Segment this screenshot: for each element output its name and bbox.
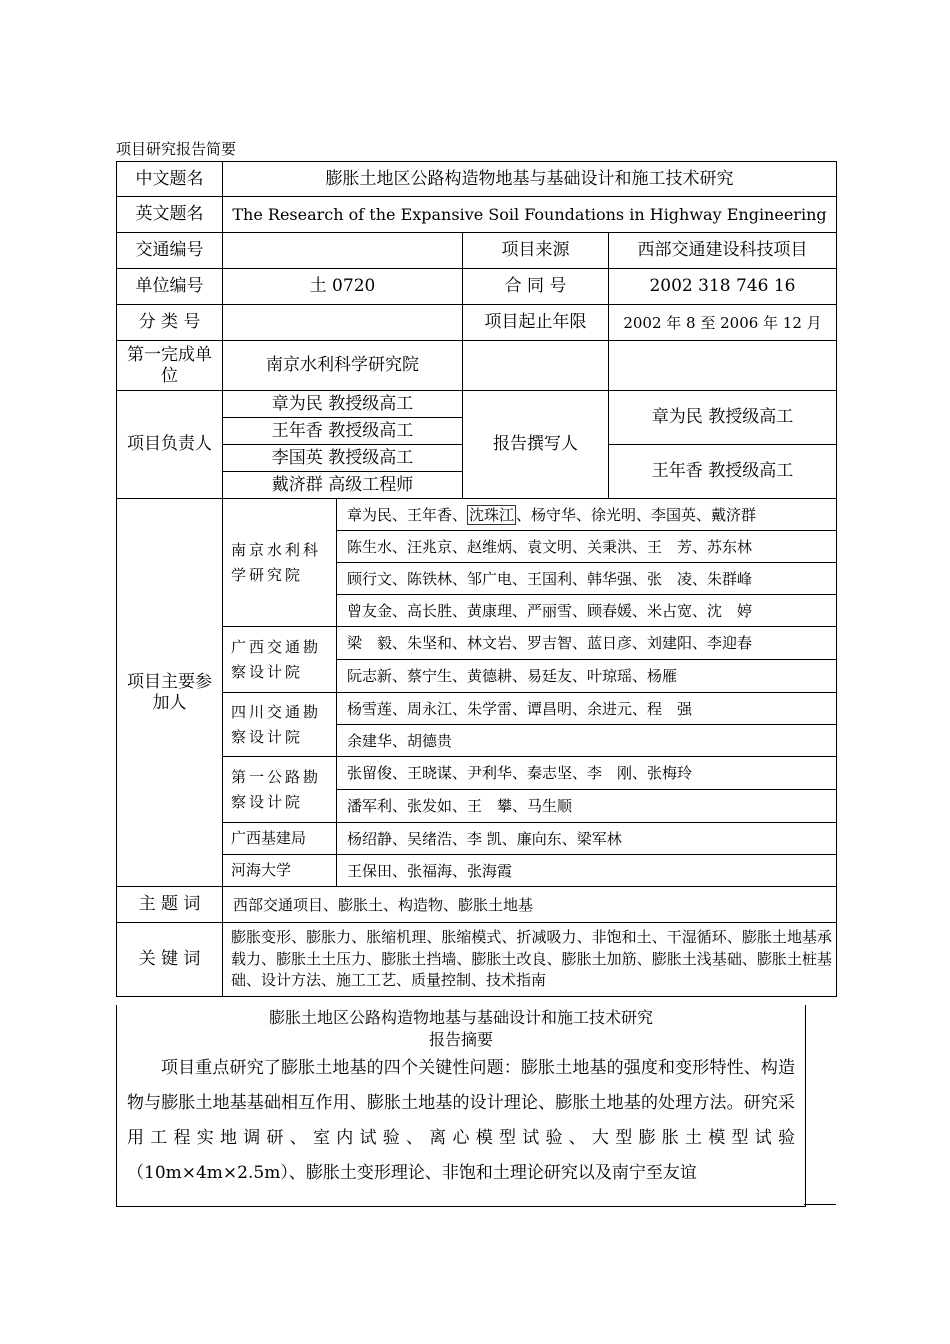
contract-value: 2002 318 746 16 (609, 269, 837, 305)
participant-row: 曾友金、高长胜、黄康理、严丽雪、顾春媛、米占宽、沈 婷 (337, 595, 837, 627)
participant-row: 阮志新、蔡宁生、黄德耕、易廷友、叶琼瑶、杨雁 (337, 660, 837, 693)
participant-row: 王保田、张福海、张海霞 (337, 855, 837, 887)
cn-title-value: 膨胀土地区公路构造物地基与基础设计和施工技术研究 (223, 162, 837, 197)
category-label: 分 类 号 (117, 305, 223, 341)
participants-label: 项目主要参加人 (117, 499, 223, 887)
participant-row: 梁 毅、朱坚和、林文岩、罗吉智、蓝日彦、刘建阳、李迎春 (337, 627, 837, 660)
leader-label: 项目负责人 (117, 391, 223, 499)
traffic-no-value (223, 233, 463, 269)
period-label: 项目起止年限 (463, 305, 609, 341)
first-unit-value: 南京水利科学研究院 (223, 341, 463, 391)
participant-row: 顾行文、陈铁林、邹广电、王国利、韩华强、张 凌、朱群峰 (337, 563, 837, 595)
unit-no-value: 土 0720 (223, 269, 463, 305)
org-first-highway: 第一公路勘察设计院 (223, 757, 337, 823)
report-info-table (116, 161, 837, 997)
participant-row: 张留俊、王晓谋、尹利华、秦志坚、李 刚、张梅玲 (337, 757, 837, 790)
org-guangxi-construction: 广西基建局 (223, 823, 337, 855)
subject-value: 西部交通项目、膨胀土、构造物、膨胀土地基 (223, 887, 837, 923)
leader-4: 戴济群 高级工程师 (223, 472, 463, 499)
report-caption: 项目研究报告简要 (116, 140, 237, 158)
subject-label: 主 题 词 (117, 887, 223, 923)
keywords-label: 关 键 词 (117, 923, 223, 997)
traffic-no-label: 交通编号 (117, 233, 223, 269)
names-text: 章为民、王年香、 (347, 505, 468, 524)
participant-row (337, 499, 837, 531)
table-divider (804, 1204, 836, 1205)
source-label: 项目来源 (463, 233, 609, 269)
participant-row: 潘军利、张发如、王 攀、马生顺 (337, 790, 837, 823)
first-unit-empty-2 (609, 341, 837, 391)
category-value (223, 305, 463, 341)
participant-row: 余建华、胡德贵 (337, 725, 837, 757)
first-unit-label: 第一完成单位 (117, 341, 223, 391)
org-hohai: 河海大学 (223, 855, 337, 887)
summary-title: 膨胀土地区公路构造物地基与基础设计和施工技术研究 (268, 1008, 653, 1027)
org-sichuan-survey: 四川交通勘察设计院 (223, 693, 337, 757)
keywords-value: 膨胀变形、膨胀力、胀缩机理、胀缩模式、折减吸力、非饱和土、干湿循环、膨胀土地基承载力、膨胀土土压力、膨胀土挡墙、膨胀土改良、膨胀土加筋、膨胀土浅基础、膨胀土桩基础、设计方法、施工工艺、质量控制、技术指南 (223, 923, 837, 997)
unit-no-label: 单位编号 (117, 269, 223, 305)
contract-label: 合 同 号 (463, 269, 609, 305)
en-title-label: 英文题名 (117, 197, 223, 233)
participant-row: 杨雪莲、周永江、朱学雷、谭昌明、余进元、程 强 (337, 693, 837, 725)
leader-3: 李国英 教授级高工 (223, 445, 463, 472)
participant-row: 杨绍静、吴绪浩、李 凯、廉向东、梁军林 (337, 823, 837, 855)
period-value: 2002 年 8 至 2006 年 12 月 (609, 305, 837, 341)
writer-2: 王年香 教授级高工 (609, 445, 837, 499)
names-text: 、杨守华、徐光明、李国英、戴济群 (516, 505, 757, 524)
cn-title-label: 中文题名 (117, 162, 223, 197)
org-nhri: 南京水利科学研究院 (223, 499, 337, 627)
en-title-value: The Research of the Expansive Soil Foundations in Highway Engineering (223, 197, 837, 233)
participant-row: 陈生水、汪兆京、赵维炳、袁文明、关秉洪、王 芳、苏东林 (337, 531, 837, 563)
first-unit-empty-1 (463, 341, 609, 391)
leader-1: 章为民 教授级高工 (223, 391, 463, 418)
summary-subtitle: 报告摘要 (428, 1030, 493, 1049)
report-summary (116, 1005, 806, 1207)
writer-label: 报告撰写人 (463, 391, 609, 499)
writer-1: 章为民 教授级高工 (609, 391, 837, 445)
source-value: 西部交通建设科技项目 (609, 233, 837, 269)
highlighted-name: 沈珠江 (469, 505, 515, 524)
org-guangxi-survey: 广西交通勘察设计院 (223, 627, 337, 693)
leader-2: 王年香 教授级高工 (223, 418, 463, 445)
summary-body: 项目重点研究了膨胀土地基的四个关键性问题：膨胀土地基的强度和变形特性、构造物与膨胀土地基基础相互作用、膨胀土地基的设计理论、膨胀土地基的处理方法。研究采用工程实地调研、室内试验、离心模型试验、大型膨胀土模型试验（10m×4m×2.5m）、膨胀土变形理论、非饱和土理论研究以及南宁至友谊 (127, 1058, 795, 1183)
